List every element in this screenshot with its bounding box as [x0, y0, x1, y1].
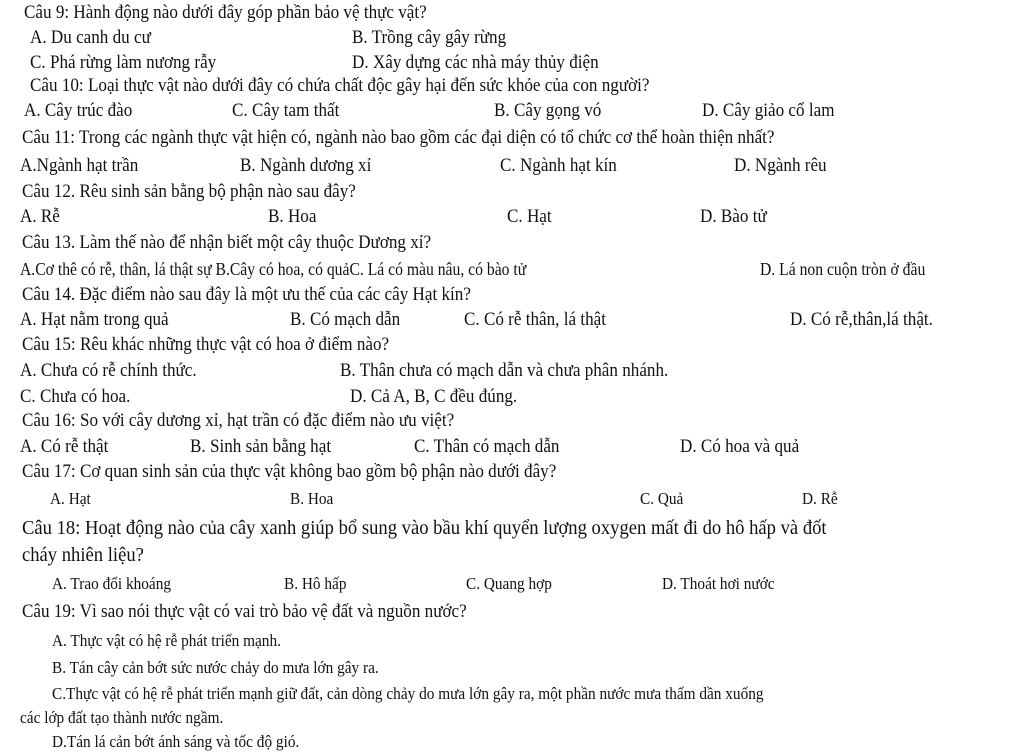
- q14-option-d: D. Có rễ,thân,lá thật.: [790, 309, 933, 330]
- q18-option-b: B. Hô hấp: [284, 574, 347, 593]
- q11-option-c: C. Ngành hạt kín: [500, 155, 617, 176]
- q10-option-d: D. Cây giảo cổ lam: [702, 100, 835, 121]
- q18-option-c: C. Quang hợp: [466, 574, 552, 593]
- q18-option-d: D. Thoát hơi nước: [662, 574, 775, 593]
- q19-option-c-line-1: C.Thực vật có hệ rễ phát triển mạnh giữ đất, cản dòng chảy do mưa lớn gây ra, một phần nước mưa thấm dần xuống: [52, 684, 764, 703]
- question-16: Câu 16: So với cây dương xỉ, hạt trần có đặc điểm nào ưu việt?: [22, 410, 455, 431]
- q12-option-d: D. Bào tử: [700, 206, 767, 227]
- q9-option-d: D. Xây dựng các nhà máy thủy điện: [352, 52, 599, 73]
- q17-option-c: C. Quả: [640, 489, 684, 508]
- q11-option-b: B. Ngành dương xỉ: [240, 155, 372, 176]
- q15-option-d: D. Cả A, B, C đều đúng.: [350, 386, 518, 407]
- q17-option-a: A. Hạt: [50, 489, 91, 508]
- q14-option-c: C. Có rễ thân, lá thật: [464, 309, 607, 330]
- q16-option-c: C. Thân có mạch dẫn: [414, 436, 560, 457]
- question-10: Câu 10: Loại thực vật nào dưới đây có chứa chất độc gây hại đến sức khỏe của con người?: [30, 75, 650, 96]
- q12-option-c: C. Hạt: [507, 206, 552, 227]
- q18-option-a: A. Trao đổi khoáng: [52, 574, 172, 593]
- q11-option-d: D. Ngành rêu: [734, 155, 827, 176]
- question-14: Câu 14. Đặc điểm nào sau đây là một ưu thế của các cây Hạt kín?: [22, 284, 471, 305]
- q15-option-c: C. Chưa có hoa.: [20, 386, 131, 407]
- question-17: Câu 17: Cơ quan sinh sản của thực vật không bao gồm bộ phận nào dưới đây?: [22, 461, 557, 482]
- q15-option-a: A. Chưa có rễ chính thức.: [20, 360, 197, 381]
- question-12: Câu 12. Rêu sinh sản bằng bộ phận nào sau đây?: [22, 181, 356, 202]
- question-13: Câu 13. Làm thế nào để nhận biết một cây thuộc Dương xỉ?: [22, 232, 432, 253]
- question-11: Câu 11: Trong các ngành thực vật hiện có, ngành nào bao gồm các đại diện có tổ chức cơ thể hoàn thiện nhất?: [22, 127, 775, 148]
- q12-option-b: B. Hoa: [268, 206, 317, 227]
- q10-option-b: B. Cây gọng vó: [494, 100, 602, 121]
- q19-option-b: B. Tán cây cản bớt sức nước chảy do mưa lớn gây ra.: [52, 658, 379, 677]
- question-18-line-1: Câu 18: Hoạt động nào của cây xanh giúp bổ sung vào bầu khí quyển lượng oxygen mất đi do hô hấp và đốt: [22, 517, 827, 539]
- q13-option-d: D. Lá non cuộn tròn ở đầu: [760, 259, 926, 279]
- q16-option-b: B. Sinh sản bằng hạt: [190, 436, 332, 457]
- q19-option-d: D.Tán lá cản bớt ánh sáng và tốc độ gió.: [52, 732, 300, 751]
- q10-option-c: C. Cây tam thất: [232, 100, 340, 121]
- question-15: Câu 15: Rêu khác những thực vật có hoa ở điểm nào?: [22, 334, 390, 355]
- q19-option-a: A. Thực vật có hệ rễ phát triển mạnh.: [52, 631, 281, 650]
- q15-option-b: B. Thân chưa có mạch dẫn và chưa phân nhánh.: [340, 360, 669, 381]
- q16-option-a: A. Có rễ thật: [20, 436, 109, 457]
- q9-option-b: B. Trồng cây gây rừng: [352, 27, 507, 48]
- q19-option-c-line-2: các lớp đất tạo thành nước ngầm.: [20, 708, 224, 727]
- q14-option-a: A. Hạt nằm trong quả: [20, 309, 169, 330]
- question-9: Câu 9: Hành động nào dưới đây góp phần bảo vệ thực vật?: [24, 2, 427, 23]
- q14-option-b: B. Có mạch dẫn: [290, 309, 401, 330]
- q9-option-c: C. Phá rừng làm nương rẫy: [30, 52, 217, 73]
- q12-option-a: A. Rễ: [20, 206, 60, 227]
- q13-options-abc: A.Cơ thê có rễ, thân, lá thật sự B.Cây có hoa, có quảC. Lá có màu nâu, có bào tử: [20, 259, 527, 279]
- q9-option-a: A. Du canh du cư: [30, 27, 151, 48]
- q17-option-d: D. Rễ: [802, 489, 838, 508]
- question-19: Câu 19: Vì sao nói thực vật có vai trò bảo vệ đất và nguồn nước?: [22, 601, 467, 622]
- q16-option-d: D. Có hoa và quả: [680, 436, 800, 457]
- q11-option-a: A.Ngành hạt trần: [20, 155, 139, 176]
- q10-option-a: A. Cây trúc đào: [24, 100, 133, 121]
- question-18-line-2: cháy nhiên liệu?: [22, 544, 144, 566]
- q17-option-b: B. Hoa: [290, 489, 334, 508]
